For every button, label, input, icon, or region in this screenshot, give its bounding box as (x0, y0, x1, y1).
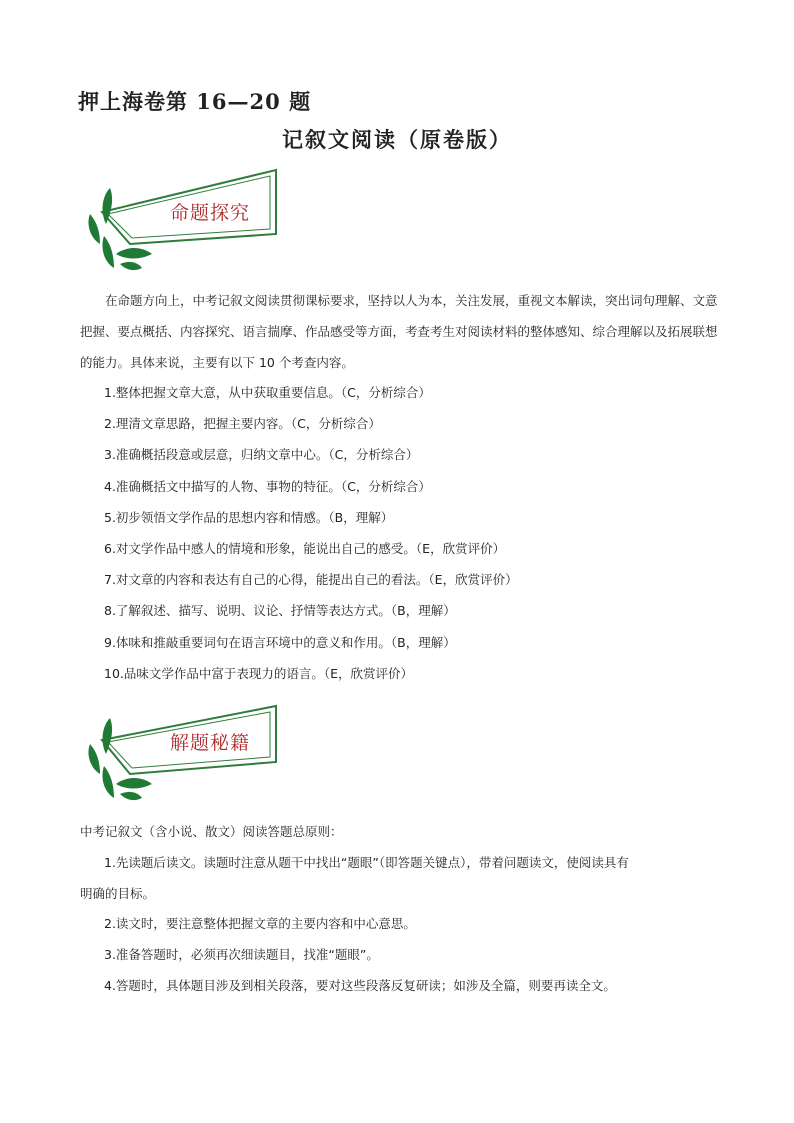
list-item: 8.了解叙述、描写、说明、议论、抒情等表达方式。（B，理解） (104, 603, 456, 618)
section1-intro: 在命题方向上，中考记叙文阅读贯彻课标要求，坚持以人为本，关注发展，重视文本解读，突出词句理解、文意把握、要点概括、内容探究、语言揣摩、作品感受等方面，考查考生对阅读材料的整体感知、综合理解以及拓展联想的能力。具体来说，主要有以下 10 个考查内容。 (80, 293, 718, 370)
list-item: 3.准确概括段意或层意，归纳文章中心。（C，分析综合） (104, 447, 419, 462)
section2-intro: 中考记叙文（含小说、散文）阅读答题总原则： (80, 824, 343, 839)
list-item: 6.对文学作品中感人的情境和形象，能说出自己的感受。（E，欣赏评价） (104, 541, 506, 556)
section-banner-mingti (80, 166, 295, 278)
list-item: 2.理清文章思路，把握主要内容。（C，分析综合） (104, 416, 381, 431)
banner-frame-icon (80, 700, 295, 812)
header-title: 押上海卷第 16—20 题 (78, 89, 312, 114)
list-item: 4.答题时，具体题目涉及到相关段落，要对这些段落反复研读；如涉及全篇，则要再读全文。 (104, 978, 616, 993)
list-item: 3.准备答题时，必须再次细读题目，找准“题眼”。 (104, 947, 379, 962)
list-item-line: 1.先读题后读文。读题时注意从题干中找出“题眼”（即答题关键点），带着问题读文，使阅读具有 (104, 855, 629, 870)
list-item: 1.整体把握文章大意，从中获取重要信息。（C，分析综合） (104, 385, 431, 400)
banner-label: 命题探究 (169, 202, 250, 224)
list-item: 4.准确概括文中描写的人物、事物的特征。（C，分析综合） (104, 479, 431, 494)
list-item: 10.品味文学作品中富于表现力的语言。（E，欣赏评价） (104, 666, 414, 681)
list-item-continuation: 明确的目标。 (80, 886, 156, 901)
list-item: 5.初步领悟文学作品的思想内容和情感。（B，理解） (104, 510, 394, 525)
list-item: 9.体味和推敲重要词句在语言环境中的意义和作用。（B，理解） (104, 635, 456, 650)
section-banner-jieti (80, 700, 295, 812)
list-item: 2.读文时，要注意整体把握文章的主要内容和中心意思。 (104, 916, 416, 931)
list-item: 7.对文章的内容和表达有自己的心得，能提出自己的看法。（E，欣赏评价） (104, 572, 518, 587)
document-title: 记叙文阅读（原卷版） (282, 128, 512, 152)
banner-label: 解题秘籍 (169, 732, 250, 754)
list-item (80, 847, 724, 909)
